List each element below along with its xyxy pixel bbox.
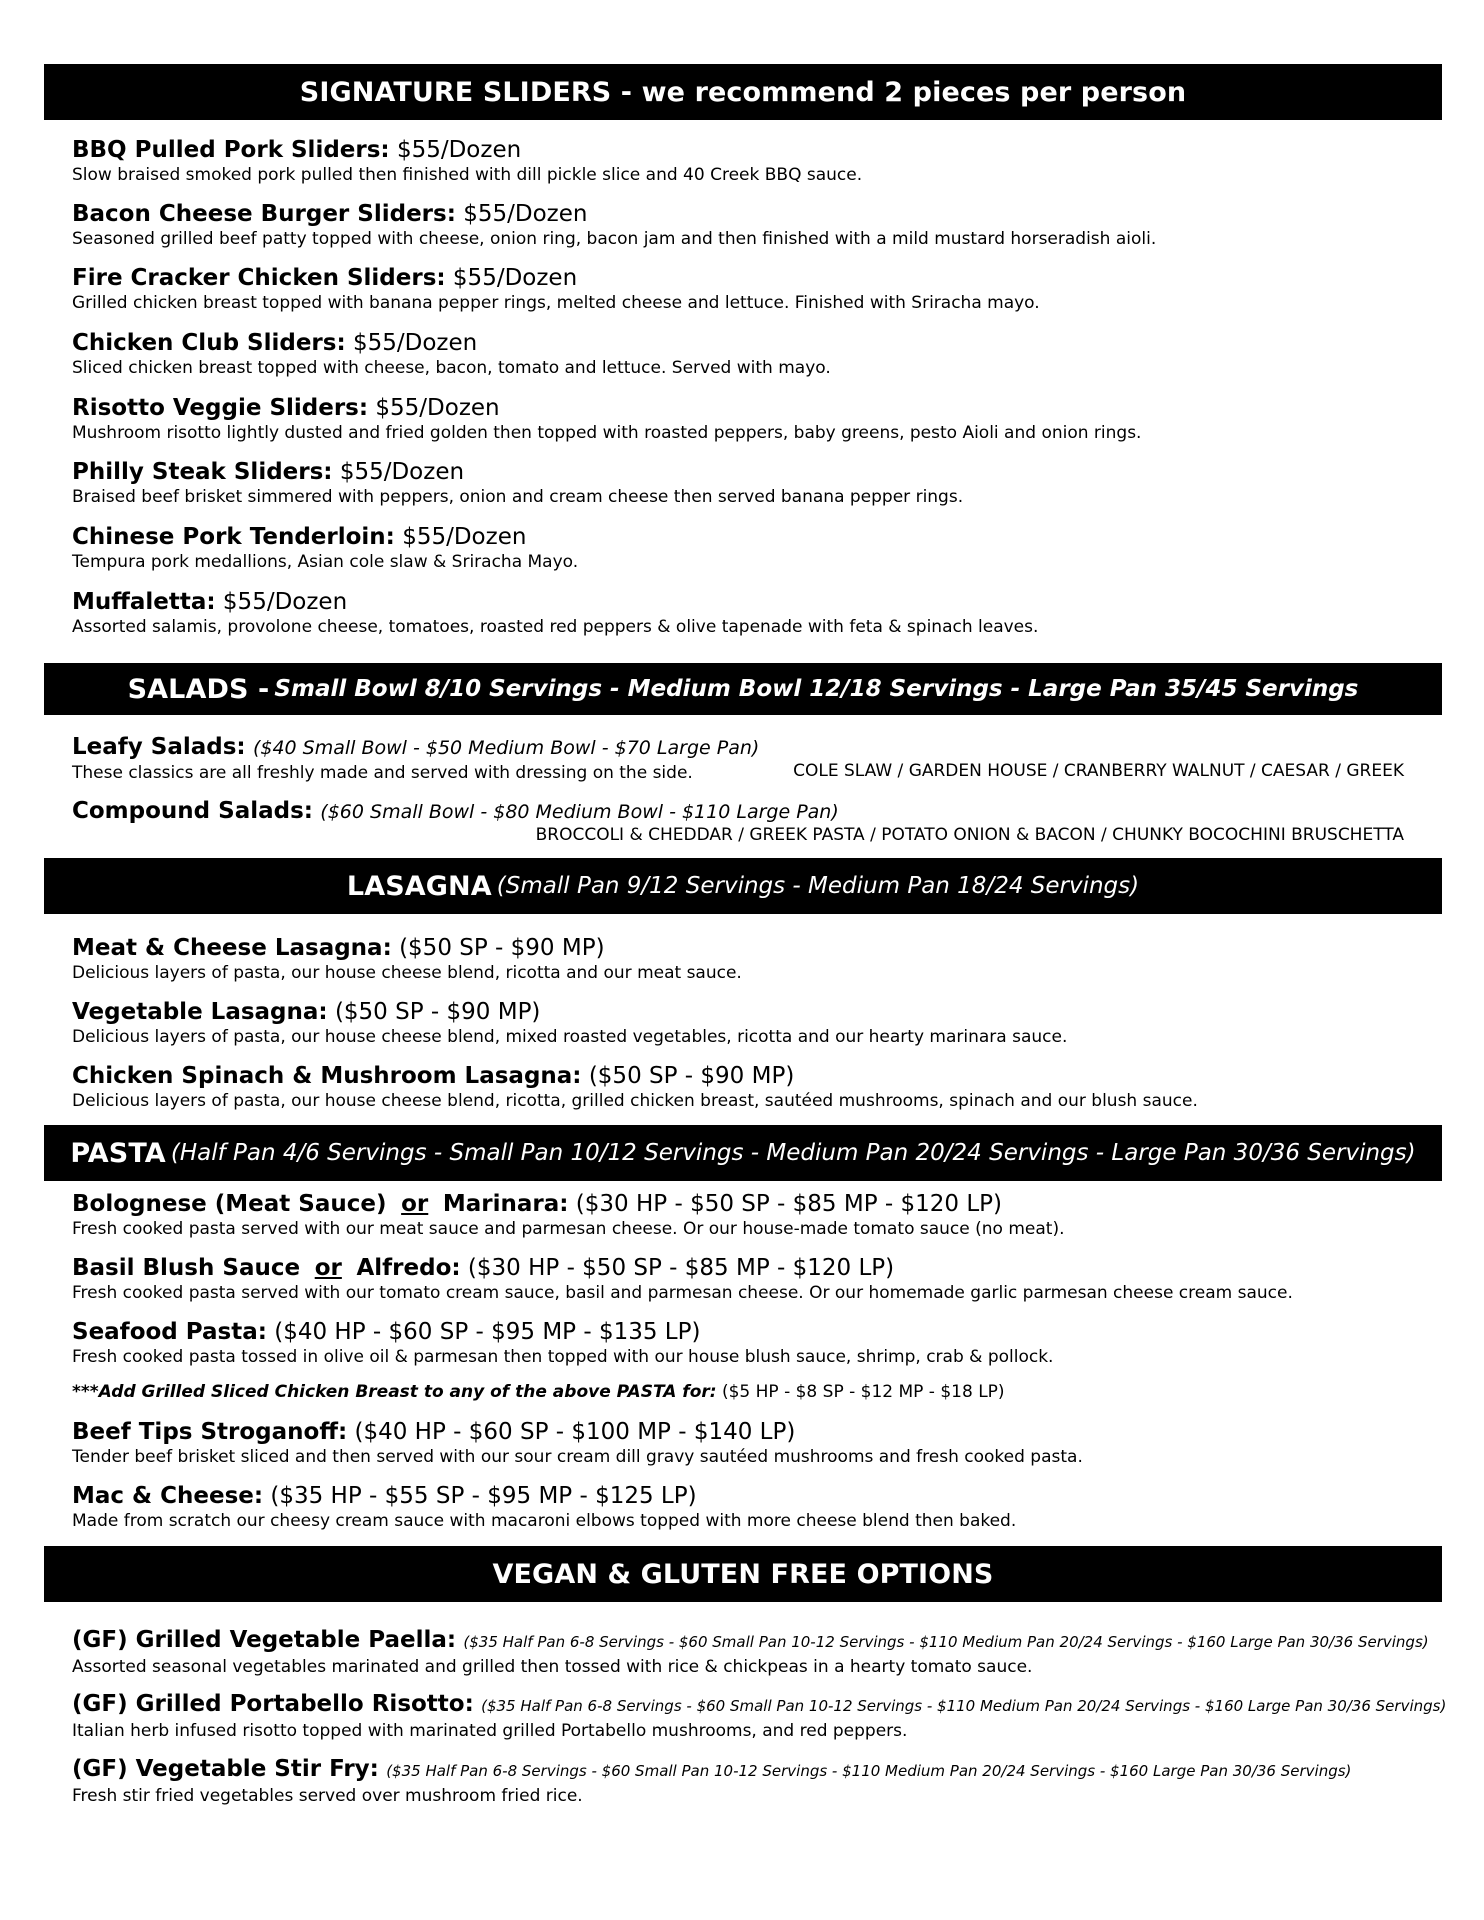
vegan-header-title: VEGAN & GLUTEN FREE OPTIONS: [492, 1558, 994, 1590]
pasta-header-title: PASTA: [70, 1137, 166, 1169]
item-price: ($30 HP - $50 SP - $85 MP - $120 LP): [467, 1255, 895, 1281]
compound-salad-options: BROCCOLI & CHEDDAR / GREEK PASTA / POTATO ONION & BACON / CHUNKY BOCOCHINI BRUSCHETTA: [535, 825, 1404, 845]
item-name: Muffaletta:: [72, 589, 216, 615]
item-description: Tender beef brisket sliced and then served with our sour cream dill gravy sautéed mushrooms and fresh cooked pasta.: [72, 1447, 1083, 1467]
item-price: ($50 SP - $90 MP): [334, 999, 541, 1025]
salads-header-subtitle: Small Bowl 8/10 Servings - Medium Bowl 12/18 Servings - Large Pan 35/45 Servings: [274, 676, 1359, 702]
salad-item-compound: [72, 797, 839, 826]
item-name: (GF) Vegetable Stir Fry:: [72, 1756, 379, 1782]
item-price: ($40 HP - $60 SP - $95 MP - $135 LP): [274, 1319, 701, 1345]
item-name: Bacon Cheese Burger Sliders:: [72, 201, 456, 227]
vegan-item: [72, 1690, 1446, 1742]
item-name-b: Marinara:: [442, 1191, 569, 1217]
item-description: Assorted salamis, provolone cheese, tomatoes, roasted red peppers & olive tapenade with feta & spinach leaves.: [72, 617, 1039, 637]
item-description: Fresh cooked pasta served with our tomato cream sauce, basil and parmesan cheese. Or our homemade garlic parmesan cheese cream sauce.: [72, 1283, 1293, 1303]
item-name: Mac & Cheese:: [72, 1483, 264, 1509]
item-price: $55/Dozen: [402, 524, 527, 550]
item-price: ($50 SP - $90 MP): [588, 1063, 795, 1089]
item-name: Fire Cracker Chicken Sliders:: [72, 265, 446, 291]
item-price: $55/Dozen: [452, 265, 578, 291]
item-description: Fresh stir fried vegetables served over mushroom fried rice.: [72, 1786, 583, 1806]
item-description: Delicious layers of pasta, our house cheese blend, ricotta and our meat sauce.: [72, 963, 742, 983]
item-price: $55/Dozen: [375, 395, 500, 421]
slider-item: [72, 523, 578, 573]
slider-item: [72, 394, 1141, 444]
item-name: Leafy Salads:: [72, 734, 246, 760]
pasta-item-bolognese: [72, 1190, 1064, 1240]
item-name: Chinese Pork Tenderloin:: [72, 524, 395, 550]
slider-item: [72, 264, 1040, 314]
item-description: Seasoned grilled beef patty topped with cheese, onion ring, bacon jam and then finished with a mild mustard horseradish aioli.: [72, 229, 1157, 249]
item-description: Assorted seasonal vegetables marinated and grilled then tossed with rice & chickpeas in a hearty tomato sauce.: [72, 1657, 1033, 1677]
salads-header: [44, 663, 1442, 715]
addon-label: ***Add Grilled Sliced Chicken Breast to any of the above PASTA for:: [72, 1382, 717, 1402]
pasta-addon-note: [72, 1382, 1005, 1402]
item-description: Braised beef brisket simmered with peppers, onion and cream cheese then served banana pepper rings.: [72, 487, 964, 507]
lasagna-item: [72, 1062, 1198, 1112]
slider-item: [72, 588, 1038, 638]
item-price: ($40 HP - $60 SP - $100 MP - $140 LP): [354, 1419, 796, 1445]
salads-header-title: SALADS -: [127, 673, 270, 705]
item-price: $55/Dozen: [463, 201, 588, 227]
item-price: $55/Dozen: [339, 459, 465, 485]
item-description: Sliced chicken breast topped with cheese, bacon, tomato and lettuce. Served with mayo.: [72, 358, 831, 378]
slider-item: [72, 136, 862, 186]
item-name: (GF) Grilled Vegetable Paella:: [72, 1627, 457, 1653]
item-name: (GF) Grilled Portabello Risotto:: [72, 1691, 474, 1717]
pasta-header: [44, 1125, 1442, 1181]
item-price: ($35 Half Pan 6-8 Servings - $60 Small Pan 10-12 Servings - $110 Medium Pan 20/24 Servings - $160 Large Pan 30/36 Servings): [463, 1633, 1429, 1651]
slider-item: [72, 458, 963, 508]
lasagna-header-title: LASAGNA: [346, 870, 492, 902]
item-name: Chicken Spinach & Mushroom Lasagna:: [72, 1063, 582, 1089]
item-price: ($40 Small Bowl - $50 Medium Bowl - $70 Large Pan): [252, 737, 760, 759]
pasta-item-stroganoff: [72, 1418, 1083, 1468]
item-description: Delicious layers of pasta, our house cheese blend, mixed roasted vegetables, ricotta and our hearty marinara sauce.: [72, 1027, 1068, 1047]
item-description: Mushroom risotto lightly dusted and fried golden then topped with roasted peppers, baby greens, pesto Aioli and onion rings.: [72, 423, 1142, 443]
sliders-header: [44, 64, 1442, 120]
item-or: or: [401, 1191, 429, 1217]
vegan-item: [72, 1755, 1351, 1807]
slider-item: [72, 200, 1156, 250]
item-name: Meat & Cheese Lasagna:: [72, 935, 392, 961]
item-or: or: [314, 1255, 342, 1281]
lasagna-item: [72, 998, 1067, 1048]
item-price: ($50 SP - $90 MP): [399, 935, 605, 961]
lasagna-item: [72, 934, 742, 984]
lasagna-header-subtitle: (Small Pan 9/12 Servings - Medium Pan 18/24 Servings): [496, 873, 1140, 899]
item-name-a: Basil Blush Sauce: [72, 1255, 301, 1281]
pasta-header-subtitle: (Half Pan 4/6 Servings - Small Pan 10/12 Servings - Medium Pan 20/24 Servings - Large Pan 30/36 Servings): [170, 1140, 1416, 1166]
item-name: Compound Salads:: [72, 798, 313, 824]
item-price: ($60 Small Bowl - $80 Medium Bowl - $110 Large Pan): [320, 801, 839, 823]
pasta-item-basil: [72, 1254, 1293, 1304]
item-price: $55/Dozen: [222, 589, 348, 615]
leafy-salad-options: COLE SLAW / GARDEN HOUSE / CRANBERRY WALNUT / CAESAR / GREEK: [793, 761, 1404, 781]
item-price: ($30 HP - $50 SP - $85 MP - $120 LP): [575, 1191, 1003, 1217]
addon-price: ($5 HP - $8 SP - $12 MP - $18 LP): [721, 1382, 1005, 1402]
item-price: ($35 Half Pan 6-8 Servings - $60 Small Pan 10-12 Servings - $110 Medium Pan 20/24 Servings - $160 Large Pan 30/36 Servings): [386, 1762, 1352, 1780]
item-name: Beef Tips Stroganoff:: [72, 1419, 348, 1445]
item-description: Fresh cooked pasta tossed in olive oil & parmesan then topped with our house blush sauce, shrimp, crab & pollock.: [72, 1347, 1054, 1367]
item-price: ($35 Half Pan 6-8 Servings - $60 Small Pan 10-12 Servings - $110 Medium Pan 20/24 Servings - $160 Large Pan 30/36 Servings): [481, 1697, 1447, 1715]
item-description: Delicious layers of pasta, our house cheese blend, ricotta, grilled chicken breast, sautéed mushrooms, spinach and our blush sauce.: [72, 1091, 1198, 1111]
item-description: Tempura pork medallions, Asian cole slaw & Sriracha Mayo.: [72, 552, 579, 572]
pasta-item-mac: [72, 1482, 1016, 1532]
item-name: Chicken Club Sliders:: [72, 330, 346, 356]
item-price: $55/Dozen: [396, 137, 522, 163]
item-description: Grilled chicken breast topped with banana pepper rings, melted cheese and lettuce. Finished with Sriracha mayo.: [72, 293, 1040, 313]
sliders-header-title: SIGNATURE SLIDERS - we recommend 2 pieces per person: [299, 76, 1187, 108]
item-description: Fresh cooked pasta served with our meat sauce and parmesan cheese. Or our house-made tomato sauce (no meat).: [72, 1219, 1065, 1239]
item-name: Risotto Veggie Sliders:: [72, 395, 369, 421]
vegan-item: [72, 1626, 1429, 1678]
item-name: Seafood Pasta:: [72, 1319, 267, 1345]
item-name-b: Alfredo:: [356, 1255, 461, 1281]
pasta-item-seafood: [72, 1318, 1053, 1368]
item-name: BBQ Pulled Pork Sliders:: [72, 137, 390, 163]
item-description: Slow braised smoked pork pulled then finished with dill pickle slice and 40 Creek BBQ sauce.: [72, 165, 863, 185]
item-price: ($35 HP - $55 SP - $95 MP - $125 LP): [270, 1483, 697, 1509]
salad-item-leafy: [72, 733, 759, 784]
item-description: Italian herb infused risotto topped with marinated grilled Portabello mushrooms, and red peppers.: [72, 1721, 908, 1741]
lasagna-header: [44, 858, 1442, 914]
item-name: Philly Steak Sliders:: [72, 459, 333, 485]
item-name-a: Bolognese (Meat Sauce): [72, 1191, 387, 1217]
slider-item: [72, 329, 831, 379]
vegan-header: [44, 1546, 1442, 1602]
item-price: $55/Dozen: [352, 330, 478, 356]
item-description: These classics are all freshly made and served with dressing on the side.: [72, 763, 693, 783]
item-name: Vegetable Lasagna:: [72, 999, 328, 1025]
item-description: Made from scratch our cheesy cream sauce with macaroni elbows topped with more cheese blend then baked.: [72, 1511, 1017, 1531]
